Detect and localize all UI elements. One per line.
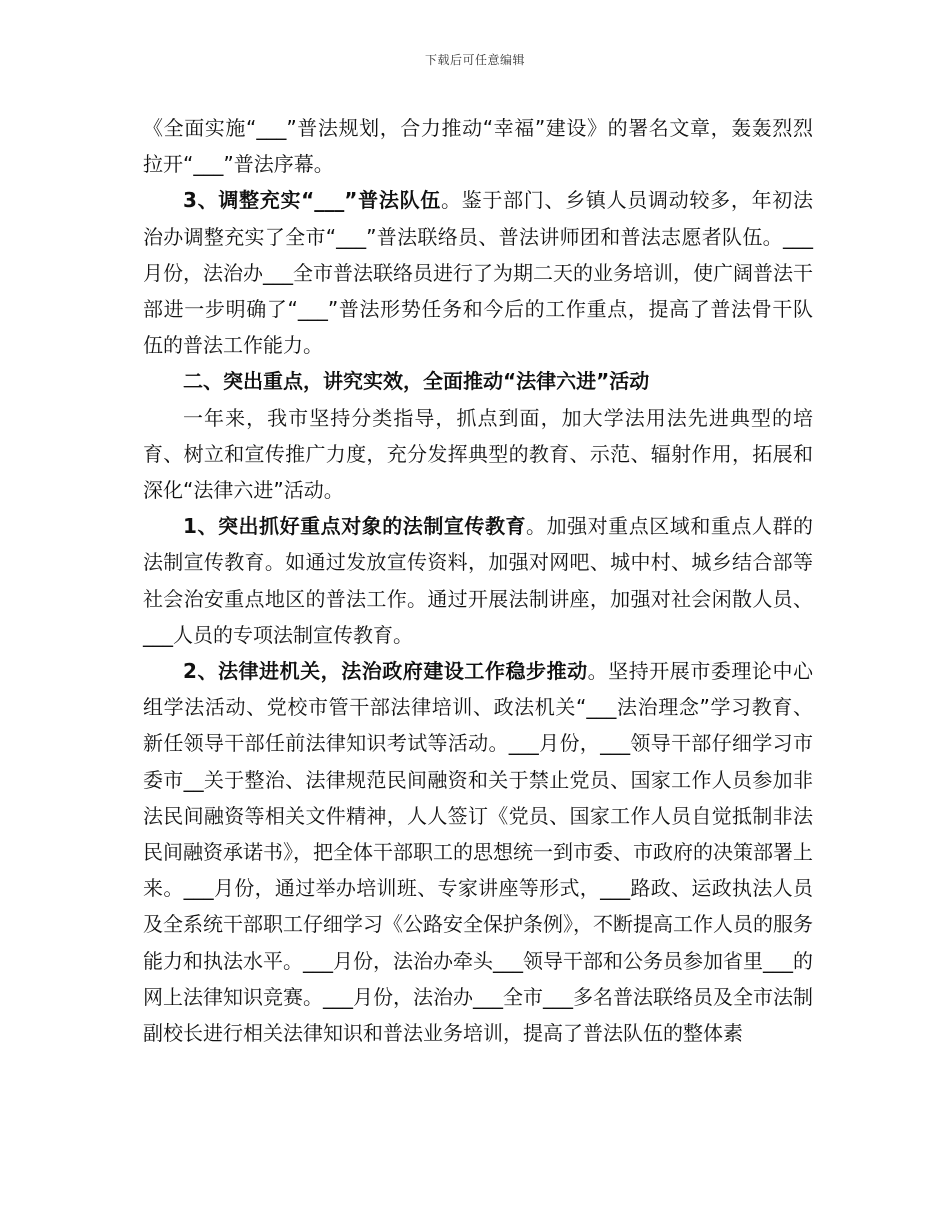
- paragraph-text: 。鉴于部门、乡镇人员调动较多，年初法治办调整充实了全市“___”普法联络员、普法讲师团和普法志愿者队伍。___月份，法治办___全市普法联络员进行了为期二天的业务培训，使广阔普法干部进一步明确了“___”普法形势任务和今后的工作重点，提高了普法骨干队伍的普法工作能力。: [143, 188, 813, 358]
- section-heading: 2、法律进机关，法治政府建设工作稳步推动: [183, 659, 588, 684]
- section-title-two: [143, 363, 813, 399]
- paragraph-text: 一年来，我市坚持分类指导，抓点到面，加大学法用法先进典型的培育、树立和宣传推广力度，充分发挥典型的教育、示范、辐射作用，拓展和深化“法律六进”活动。: [143, 405, 813, 503]
- paragraph-key-targets: [143, 508, 813, 653]
- paragraph-team-adjustment: [143, 182, 813, 363]
- paragraph-text: 。加强对重点区域和重点人群的法制宣传教育。如通过发放宣传资料，加强对网吧、城中村、城乡结合部等社会治安重点地区的普法工作。通过开展法制讲座，加强对社会闲散人员、___人员的专项法制宣传教育。: [143, 514, 813, 647]
- paragraph-text: 。坚持开展市委理论中心组学法活动、党校市管干部法律培训、政法机关“___法治理念”学习教育、新任领导干部任前法律知识考试等活动。___月份，___领导干部仔细学习市委市__关于整治、法律规范民间融资和关于禁止党员、国家工作人员参加非法民间融资等相关文件精神，人人签订《党员、国家工作人员自觉抵制非法民间融资承诺书》，把全体干部职工的思想统一到市委、市政府的决策部署上来。___月份，通过举办培训班、专家讲座等形式，___路政、运政执法人员及全系统干部职工仔细学习《公路安全保护条例》，不断提高工作人员的服务能力和执法水平。___月份，法治办牵头___领导干部和公务员参加省里___的网上法律知识竞赛。___月份，法治办___全市___多名普法联络员及全市法制副校长进行相关法律知识和普法业务培训，提高了普法队伍的整体素: [143, 659, 813, 1046]
- document-body: [143, 110, 813, 1051]
- paragraph-law-into-agencies: [143, 653, 813, 1051]
- paragraph-text: 《全面实施“___”普法规划，合力推动“幸福”建设》的署名文章，轰轰烈烈拉开“___”普法序幕。: [143, 116, 813, 177]
- section-heading: 3、调整充实“___”普法队伍: [183, 188, 441, 213]
- page-header: 下载后可任意编辑: [424, 53, 525, 67]
- section-heading: 二、突出重点，讲究实效，全面推动“法律六进”活动: [183, 369, 650, 394]
- paragraph-overview: [143, 400, 813, 509]
- paragraph-continuation: [143, 110, 813, 182]
- section-heading: 1、突出抓好重点对象的法制宣传教育: [183, 514, 527, 539]
